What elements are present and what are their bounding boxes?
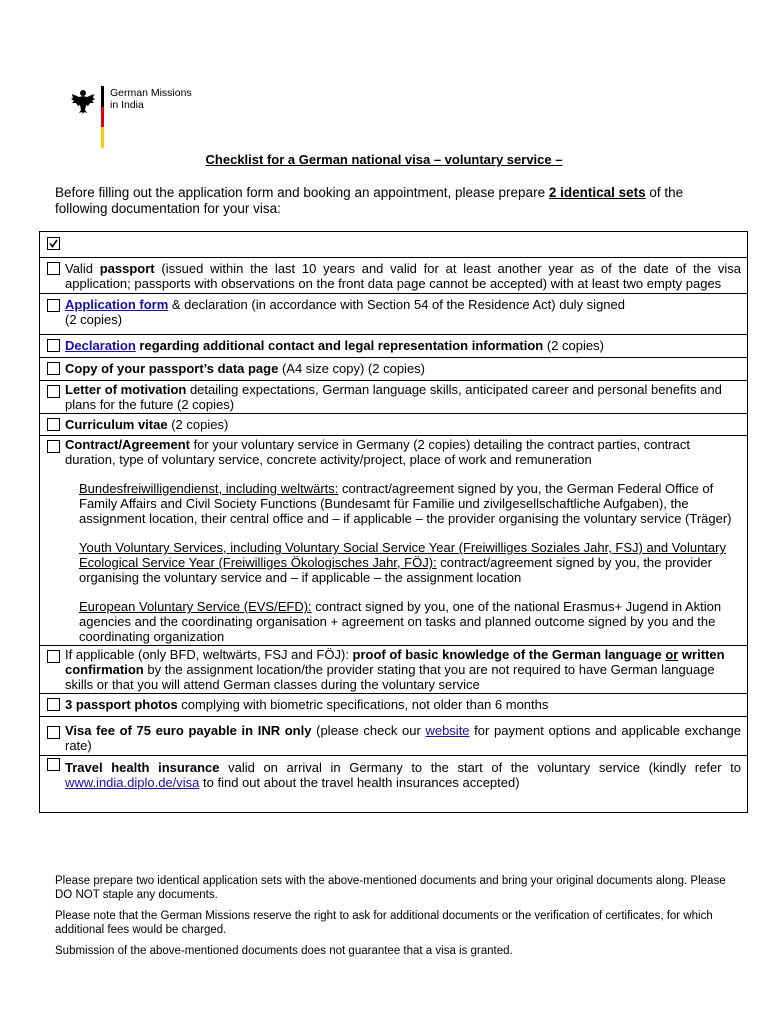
checkbox[interactable] xyxy=(47,758,60,771)
application-form-link[interactable]: Application form xyxy=(65,297,169,312)
footer-note-1: Please prepare two identical application sets with the above-mentioned documents and bring your original documents along. Please DO NOT staple any documents. xyxy=(55,875,726,901)
checklist-header-row xyxy=(40,232,748,258)
checklist-item-cv: Curriculum vitae (2 copies) xyxy=(40,414,748,436)
checkbox[interactable] xyxy=(47,650,60,663)
checkbox[interactable] xyxy=(47,726,60,739)
checklist-item-application: Application form & declaration (in accordance with Section 54 of the Residence Act) duly signed (2 copies) xyxy=(40,294,748,335)
checklist-item-datapage: Copy of your passport’s data page (A4 size copy) (2 copies) xyxy=(40,358,748,381)
footer-note-2: Please note that the German Missions reserve the right to ask for additional documents or the verification of certificates, for which additional fees would be charged. xyxy=(55,910,713,936)
org-name: German Missions in India xyxy=(110,87,192,111)
page-title: Checklist for a German national visa – voluntary service – xyxy=(205,152,563,167)
diplo-visa-link[interactable]: www.india.diplo.de/visa xyxy=(65,775,200,790)
checkbox[interactable] xyxy=(47,362,60,375)
checklist-item-declaration: Declaration regarding additional contact and legal representation information (2 copies) xyxy=(40,335,748,358)
checklist-table xyxy=(39,231,748,813)
checkbox[interactable] xyxy=(47,339,60,352)
checkbox[interactable] xyxy=(47,262,60,275)
checklist-item-contract: Contract/Agreement for your voluntary service in Germany (2 copies) detailing the contract parties, contract duration, type of voluntary service, concrete activity/project, place of work and remuneration Bundesfreiwilligendienst, including weltwärts: contract/agreement signed by you, the German Federal Office of Family Affairs and Civil Society Functions (Bundesamt für Familie und zivilgesellschaftliche Aufgaben), the assignment location, their central office and – if applicable – the provider organising the voluntary service (Träger) Youth Voluntary Services, including Voluntary Social Service Year (Freiwilliges Soziales Jahr, FSJ) and Voluntary Ecological Service Year (Freiwilliges Ökologisches Jahr, FÖJ): contract/agreement signed by you, the provider organising the voluntary service and – if applicable – the assignment location European Voluntary Service (EVS/EFD): contract signed by you, one of the national Erasmus+ Jugend in Aktion agencies and the coordinating organisation + agreement on tasks and planned outcome signed by you and the coordinating organization xyxy=(40,436,748,646)
checklist-item-language: If applicable (only BFD, weltwärts, FSJ and FÖJ): proof of basic knowledge of the German language or written confirmation by the assignment location/the provider stating that you are not required to have German language skills or that you will attend German classes during the voluntary service xyxy=(40,646,748,694)
footer-note-3: Submission of the above-mentioned documents does not guarantee that a visa is granted. xyxy=(55,945,513,957)
checkbox[interactable] xyxy=(47,418,60,431)
checkbox[interactable] xyxy=(47,440,60,453)
checklist-item-photos: 3 passport photos complying with biometric specifications, not older than 6 months xyxy=(40,694,748,717)
german-flag-bar xyxy=(101,86,104,148)
footer-notes xyxy=(55,874,745,965)
checkbox[interactable] xyxy=(47,385,60,398)
checklist-item-insurance: Travel health insurance valid on arrival in Germany to the start of the voluntary service (kindly refer to www.india.diplo.de/visa to find out about the travel health insurances accepted) xyxy=(40,756,748,813)
checklist-item-motivation: Letter of motivation detailing expectations, German language skills, anticipated career and personal benefits and plans for the future (2 copies) xyxy=(40,381,748,414)
website-link[interactable]: website xyxy=(425,723,470,738)
intro-emphasis: 2 identical sets xyxy=(548,185,646,200)
checkbox[interactable] xyxy=(47,299,60,312)
federal-eagle-icon xyxy=(70,88,96,114)
checklist-item-passport: Valid passport (issued within the last 10 years and valid for at least another year as of the date of the visa application; passports with observations on the front data page cannot be accepted) with at least two empty pages xyxy=(40,258,748,294)
checked-box-icon xyxy=(47,237,60,250)
checkbox[interactable] xyxy=(47,698,60,711)
declaration-link[interactable]: Declaration xyxy=(65,338,136,353)
checklist-item-fee: Visa fee of 75 euro payable in INR only (please check our website for payment options and applicable exchange rate) xyxy=(40,717,748,756)
intro-text: Before filling out the application form and booking an appointment, please prepare 2 identical sets of the following documentation for your visa: xyxy=(55,185,684,216)
